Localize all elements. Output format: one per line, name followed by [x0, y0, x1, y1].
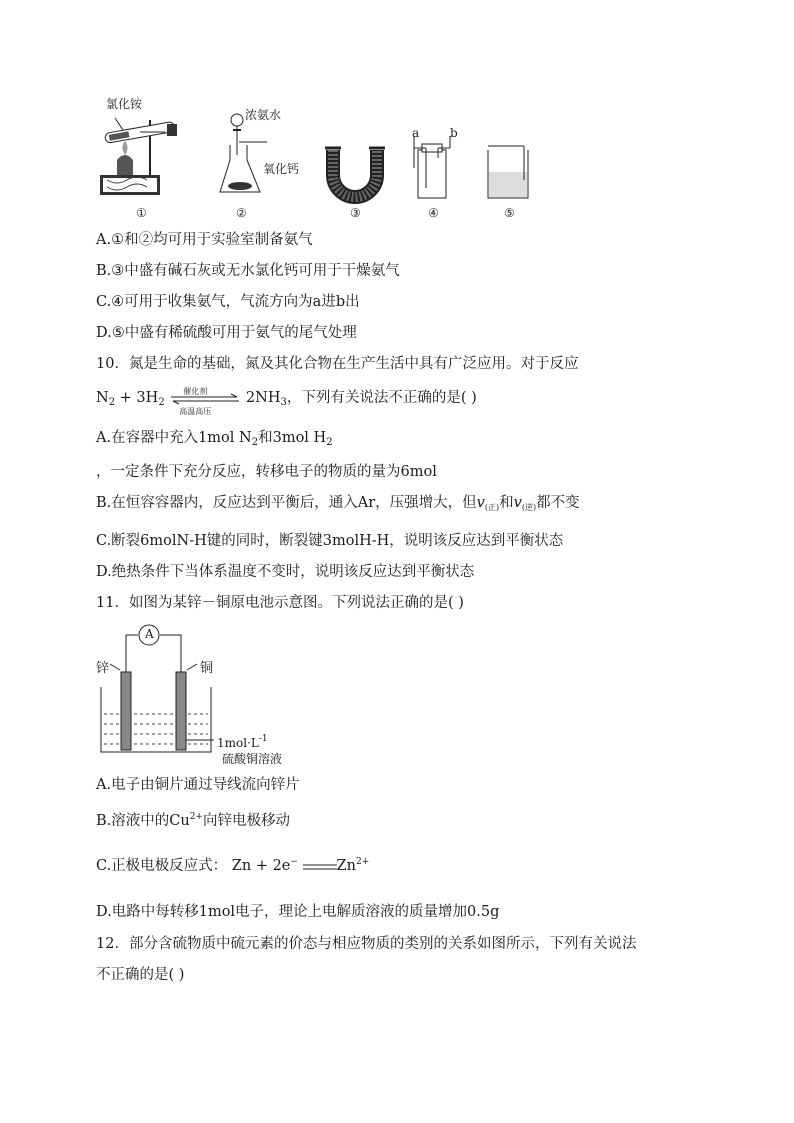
- apparatus-number-3: ③: [350, 206, 361, 220]
- q10-a-sub1: 2: [251, 437, 259, 448]
- equals-arrow-icon: [303, 856, 337, 876]
- q11-b-tail: 向锌电极移动: [202, 813, 290, 829]
- label-port-b: b: [450, 126, 458, 140]
- eq-nh3: 2NH: [245, 390, 281, 406]
- label-conc-ammonia: 浓氨水: [245, 108, 282, 122]
- apparatus-5-drawing: [484, 140, 534, 200]
- q10-b-v-reverse-sub: (逆): [521, 503, 537, 512]
- q10-b-text: B.在恒容容器内，反应达到平衡后，通入Ar，压强增大，但: [96, 495, 477, 511]
- q11-c-eq-left: Zn + 2e: [231, 858, 291, 874]
- eq-h2: + 3H: [115, 390, 159, 406]
- apparatus-number-5: ⑤: [504, 206, 515, 220]
- eq-catalyst: 催化剂: [183, 387, 208, 396]
- q10-b-tail: 都不变: [536, 495, 580, 511]
- ammeter-label: A: [145, 627, 154, 641]
- zinc-label: 锌: [96, 661, 110, 676]
- apparatus-number-2: ②: [236, 206, 247, 220]
- q11-option-c: [96, 852, 369, 876]
- eq-temp-pressure: 高温高压: [179, 407, 212, 416]
- q11-c-text: C.正极电极反应式：: [96, 858, 228, 874]
- eq-n2-sub: 2: [108, 397, 116, 408]
- q9-option-d: D.⑤中盛有稀硫酸可用于氨气的尾气处理: [96, 325, 357, 341]
- q10-option-a-cont: ，一定条件下充分反应，转移电子的物质的量为6mol: [96, 464, 437, 480]
- eq-n2: N: [96, 390, 109, 406]
- q11-b-ion: Cu: [169, 813, 190, 829]
- apparatus-number-1: ①: [136, 206, 147, 220]
- q10-option-c: C.断裂6molN-H键的同时，断裂键3molH-H，说明该反应达到平衡状态: [96, 533, 564, 549]
- q10-a-mid: 和3mol H: [258, 430, 327, 446]
- q11-option-b: [96, 807, 290, 831]
- label-port-a: a: [412, 126, 420, 140]
- q10-equation: [96, 387, 477, 416]
- solution-label: 硫酸铜溶液: [222, 752, 283, 766]
- q9-option-c: C.④可用于收集氨气，气流方向为a进b出: [96, 294, 360, 310]
- eq-conditions: [169, 387, 241, 416]
- concentration-text: 1mol·L: [217, 736, 259, 750]
- q10-b-v-forward: v: [476, 495, 485, 511]
- label-calcium-oxide: 氧化钙: [263, 162, 300, 176]
- q11-b-ion-sup: 2+: [189, 812, 203, 822]
- q11-stem: 11．如图为某锌－铜原电池示意图。下列说法正确的是( ): [96, 595, 464, 611]
- eq-nh3-sub: 3: [280, 397, 287, 408]
- q11-option-a: A.电子由铜片通过导线流向锌片: [96, 777, 300, 793]
- q10-b-and: 和: [499, 495, 514, 511]
- q10-a-sub2: 2: [326, 437, 333, 448]
- concentration-label: [217, 734, 268, 750]
- q10-stem: 10．氮是生命的基础，氮及其化合物在生产生活中具有广泛应用。对于反应: [96, 356, 579, 372]
- apparatus-1-drawing: [95, 100, 195, 200]
- q11-c-eq-right-sup: 2+: [355, 857, 370, 867]
- label-ammonium-chloride: 氯化铵: [106, 97, 143, 111]
- q10-option-d: D.绝热条件下当体系温度不变时，说明该反应达到平衡状态: [96, 564, 475, 580]
- q10-b-v-forward-sub: (正): [484, 503, 500, 512]
- q10-b-v-reverse: v: [513, 495, 522, 511]
- q11-option-d: D.电路中每转移1mol电子，理论上电解质溶液的质量增加0.5g: [96, 904, 500, 920]
- q10-a-text: A.在容器中充入1mol N: [96, 430, 252, 446]
- q10-option-b: [96, 493, 580, 518]
- q9-option-a: A.①和②均可用于实验室制备氨气: [96, 232, 313, 248]
- q12-stem-line2: 不正确的是( ): [96, 967, 185, 983]
- apparatus-3-drawing: [325, 140, 385, 200]
- q11-c-eq-left-sup: −: [290, 857, 298, 867]
- q10-question: ，下列有关说法不正确的是( ): [286, 390, 477, 406]
- q10-option-a: [96, 428, 333, 453]
- eq-h2-sub: 2: [158, 397, 165, 408]
- copper-label: 铜: [200, 661, 214, 676]
- concentration-sup: -1: [258, 734, 268, 744]
- apparatus-number-4: ④: [428, 206, 439, 220]
- q11-c-eq-right: Zn: [336, 858, 356, 874]
- q11-b-text: B.溶液中的: [96, 813, 170, 829]
- q9-option-b: B.③中盛有碱石灰或无水氯化钙可用于干燥氨气: [96, 263, 400, 279]
- q12-stem-line1: 12．部分含硫物质中硫元素的价态与相应物质的类别的关系如图所示，下列有关说法: [96, 936, 637, 952]
